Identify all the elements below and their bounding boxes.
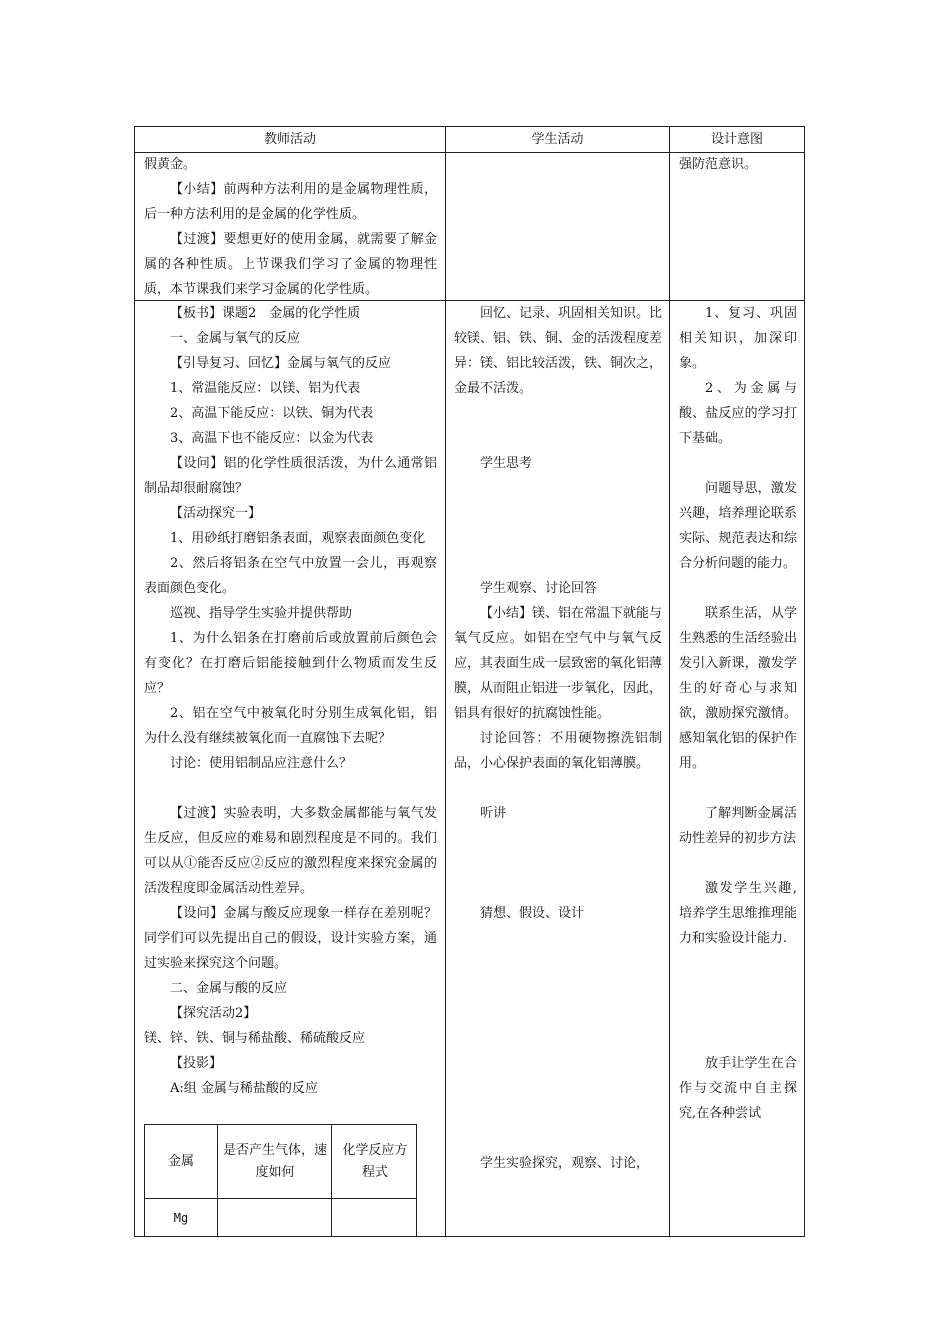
row2-intent-cell <box>679 301 797 1126</box>
teacher-text: 【投影】 <box>170 1056 223 1071</box>
intent-text: 联系生活，从学生熟悉的生活经验出发引入新课，激发学生的好奇心与求知欲，激励探究激情。感知氧化铝的保护作用。 <box>679 606 797 771</box>
inner-cell-equation <box>332 1199 416 1237</box>
teacher-text: 1、为什么铝条在打磨前后或放置前后颜色会有变化？在打磨后铝能接触到什么物质而发生反应？ <box>144 631 437 696</box>
intent-text: 1、复习、巩固相关知识，加深印象。 <box>679 306 797 371</box>
teacher-text: 镁、锌、铁、铜与稀盐酸、稀硫酸反应 <box>144 1031 366 1046</box>
teacher-text: 【引导复习、回忆】金属与氧气的反应 <box>170 356 392 371</box>
student-text: 回忆、记录、巩固相关知识。比较镁、铝、铁、铜、金的活泼程度差异：镁、铝比较活泼，铁、铜次之，金最不活泼。 <box>454 306 663 396</box>
teacher-text: 2、铝在空气中被氧化时分别生成氧化铝，铝为什么没有继续被氧化而一直腐蚀下去呢？ <box>144 706 437 746</box>
intent-text: 问题导思，激发兴趣，培养理论联系实际、规范表达和综合分析问题的能力。 <box>679 481 797 571</box>
lesson-plan-table <box>134 126 805 1237</box>
teacher-text: 二、金属与酸的反应 <box>170 981 288 996</box>
teacher-text: 【过渡】要想更好的使用金属，就需要了解金属的各种性质。上节课我们学习了金属的物理性质，本节课我们来学习金属的化学性质。 <box>144 232 437 297</box>
teacher-text: 【设问】铝的化学性质很活泼，为什么通常铝制品却很耐腐蚀？ <box>144 456 437 496</box>
intent-text: 了解判断金属活动性差异的初步方法 <box>679 806 797 846</box>
teacher-text: 【小结】前两种方法利用的是金属物理性质，后一种方法利用的是金属的化学性质。 <box>144 182 437 222</box>
student-text: 学生观察、讨论回答 <box>480 581 598 596</box>
student-text: 讨论回答：不用硬物擦洗铝制品，小心保护表面的氧化铝薄膜。 <box>454 731 662 771</box>
inner-cell-metal: Mg <box>173 1211 189 1225</box>
teacher-text: 【板书】课题2 金属的化学性质 <box>170 306 361 321</box>
teacher-text: 讨论：使用铝制品应注意什么？ <box>170 756 353 771</box>
row1-intent-cell <box>679 152 797 177</box>
row2-teacher-cell <box>144 301 437 1101</box>
row2-student-cell <box>454 301 662 1176</box>
intent-text: 放手让学生在合作与交流中自主探究,在各种尝试 <box>679 1056 797 1121</box>
intent-text: 激发学生兴趣,培养学生思维推理能力和实验设计能力. <box>679 881 797 946</box>
inner-header-gas: 是否产生气体，速度如何 <box>223 1142 328 1180</box>
teacher-text: 2、然后将铝条在空气中放置一会儿，再观察表面颜色变化。 <box>144 556 437 596</box>
header-student: 学生活动 <box>531 132 584 147</box>
teacher-text: 假黄金。 <box>144 157 197 172</box>
inner-header-equation: 化学反应方程式 <box>342 1142 408 1180</box>
column-divider <box>445 127 446 1236</box>
teacher-text: 巡视、指导学生实验并提供帮助 <box>170 606 353 621</box>
row1-teacher-cell <box>144 152 437 302</box>
intent-text: 2、为金属与酸、盐反应的学习打下基础。 <box>679 381 797 446</box>
inner-header-metal: 金属 <box>167 1153 194 1169</box>
metal-acid-table <box>144 1124 417 1237</box>
teacher-text: 1、常温能反应：以镁、铝为代表 <box>170 381 361 396</box>
teacher-text: A:组 金属与稀盐酸的反应 <box>170 1081 318 1096</box>
intent-text: 强防范意识。 <box>679 157 758 172</box>
teacher-text: 2、高温下能反应：以铁、铜为代表 <box>170 406 374 421</box>
student-text: 听讲 <box>480 806 507 821</box>
header-intent: 设计意图 <box>710 132 763 147</box>
header-teacher: 教师活动 <box>263 132 316 147</box>
student-text: 学生思考 <box>480 456 533 471</box>
column-divider <box>669 127 670 1236</box>
teacher-text: 3、高温下也不能反应：以金为代表 <box>170 431 374 446</box>
teacher-text: 一、金属与氧气的反应 <box>170 331 301 346</box>
student-text: 猜想、假设、设计 <box>480 906 585 921</box>
teacher-text: 【过渡】实验表明，大多数金属都能与氧气发生反应，但反应的难易和剧烈程度是不同的。我们可以从①能否反应②反应的激烈程度来探究金属的活泼程度即金属活动性差异。 <box>144 806 437 896</box>
student-text: 学生实验探究，观察、讨论， <box>480 1156 650 1171</box>
teacher-text: 【探究活动2】 <box>170 1006 257 1021</box>
teacher-text: 1、用砂纸打磨铝条表面，观察表面颜色变化 <box>170 531 426 546</box>
teacher-text: 【活动探究一】 <box>170 506 262 521</box>
student-text: 【小结】镁、铝在常温下就能与氧气反应。如铝在空气中与氧气反应，其表面生成一层致密的氧化铝薄膜，从而阻止铝进一步氧化，因此，铝具有很好的抗腐蚀性能。 <box>454 606 663 721</box>
inner-cell-gas <box>218 1199 331 1237</box>
teacher-text: 【设问】金属与酸反应现象一样存在差别呢？同学们可以先提出自己的假设，设计实验方案，通过实验来探究这个问题。 <box>144 906 437 971</box>
